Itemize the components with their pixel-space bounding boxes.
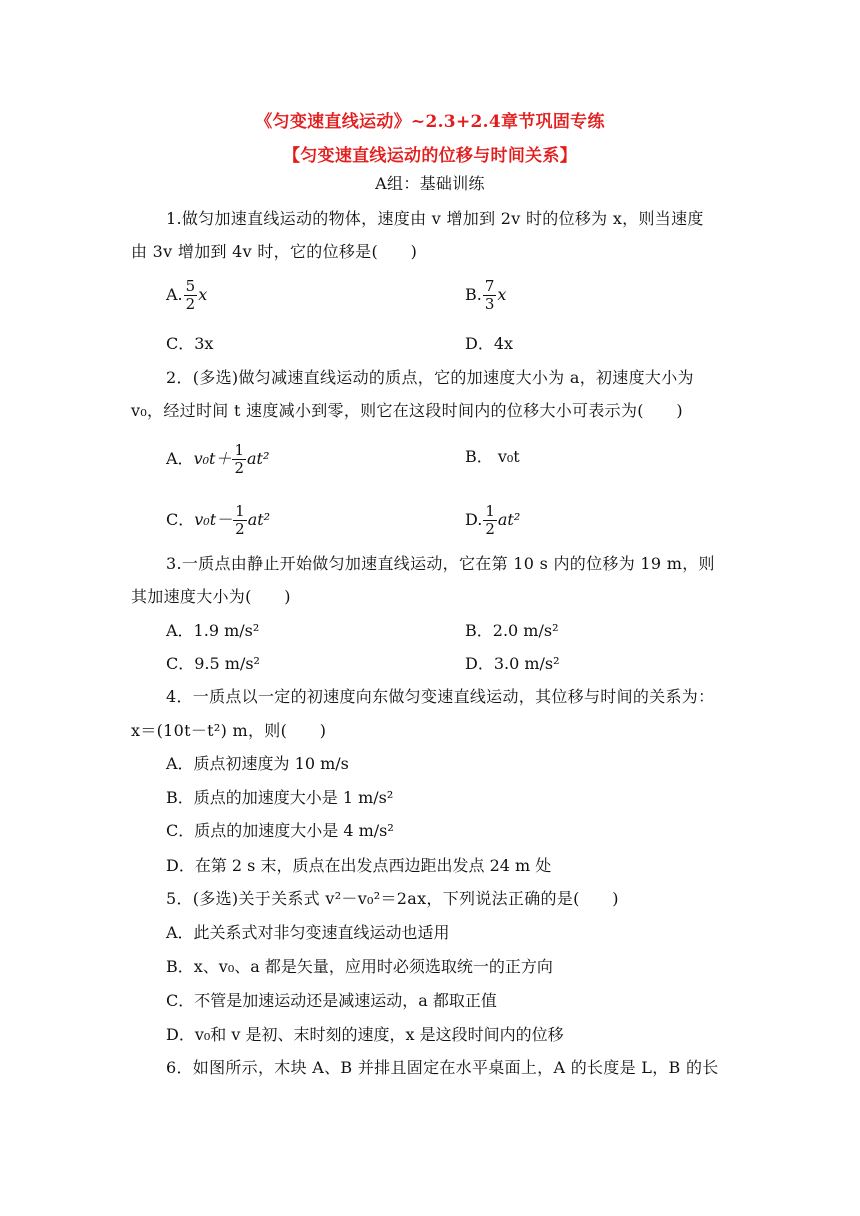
q2-option-a: A．v₀t＋ $\frac{1}{2}$ at² <box>166 441 270 477</box>
group-heading: A组：基础训练 <box>375 174 485 193</box>
q2-option-c: C．v₀t－ $\frac{1}{2}$ at² <box>166 502 271 538</box>
q3-text-line2: 其加速度大小为( ) <box>131 587 291 606</box>
q1-option-d: D．4x <box>465 334 514 353</box>
q5-option-d: D．v₀和 v 是初、末时刻的速度，x 是这段时间内的位移 <box>166 1025 564 1044</box>
q1-option-b <box>465 278 506 313</box>
fraction: $\frac{5}{2}$ <box>185 277 196 313</box>
q3-option-b: B．2.0 m/s² <box>465 621 559 640</box>
q2-option-d: D. $\frac{1}{2}$ at² <box>465 502 521 538</box>
q1-text-line2: 由 3v 增加到 4v 时，它的位移是( ) <box>131 242 418 261</box>
q5-option-a: A．此关系式对非匀变速直线运动也适用 <box>166 923 450 942</box>
q4-option-b: B．质点的加速度大小是 1 m/s² <box>166 788 394 807</box>
q4-option-c: C．质点的加速度大小是 4 m/s² <box>166 821 394 840</box>
variable: x <box>198 285 208 304</box>
option-label: A. <box>166 285 183 304</box>
fraction: $\frac{7}{3}$ <box>484 277 495 313</box>
document-title: 《匀变速直线运动》~2.3+2.4章节巩固专练 <box>255 112 605 132</box>
q6-text-line1: 6．如图所示，木块 A、B 并排且固定在水平桌面上，A 的长度是 L，B 的长 <box>166 1058 719 1077</box>
q4-text-line1: 4．一质点以一定的初速度向东做匀变速直线运动，其位移与时间的关系为： <box>166 687 715 706</box>
q5-option-b: B．x、v₀、a 都是矢量，应用时必须选取统一的正方向 <box>166 957 553 976</box>
fraction: $\frac{1}{2}$ <box>234 441 244 477</box>
q1-option-a <box>166 278 207 313</box>
q2-option-b: B． v₀t <box>465 447 520 466</box>
q4-option-a: A．质点初速度为 10 m/s <box>166 754 349 773</box>
q3-option-c: C．9.5 m/s² <box>166 654 260 673</box>
q1-text-line1: 1.做匀加速直线运动的物体，速度由 v 增加到 2v 时的位移为 x，则当速度 <box>166 209 704 228</box>
q3-text-line1: 3.一质点由静止开始做匀加速直线运动，它在第 10 s 内的位移为 19 m，则 <box>166 554 715 573</box>
option-label: B. <box>465 285 482 304</box>
q2-text-line2: v₀，经过时间 t 速度减小到零，则它在这段时间内的位移大小可表示为( ) <box>131 401 683 420</box>
q4-option-d: D．在第 2 s 末，质点在出发点西边距出发点 24 m 处 <box>166 856 552 875</box>
q5-option-c: C．不管是加速运动还是减速运动，a 都取正值 <box>166 991 497 1010</box>
variable: x <box>497 285 507 304</box>
q5-text-line1: 5．(多选)关于关系式 v²－v₀²＝2ax，下列说法正确的是( ) <box>166 889 619 908</box>
q3-option-a: A．1.9 m/s² <box>166 621 260 640</box>
q4-text-line2: x＝(10t－t²) m，则( ) <box>131 721 327 740</box>
q1-option-c: C．3x <box>166 334 214 353</box>
fraction: $\frac{1}{2}$ <box>235 502 245 538</box>
q2-text-line1: 2．(多选)做匀减速直线运动的质点，它的加速度大小为 a，初速度大小为 <box>166 368 694 387</box>
q3-option-d: D．3.0 m/s² <box>465 654 560 673</box>
fraction: $\frac{1}{2}$ <box>485 502 495 538</box>
section-title: 【匀变速直线运动的位移与时间关系】 <box>282 146 578 166</box>
